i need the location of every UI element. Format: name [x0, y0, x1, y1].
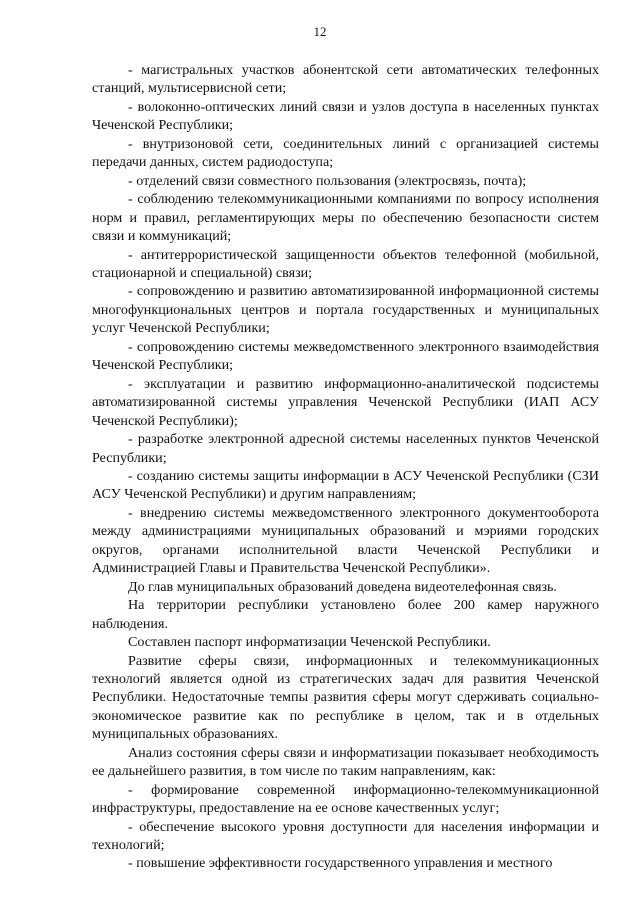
bullet-paragraph: - внедрению системы межведомственного электронного документооборота между администрациями муниципальных образований и мэриями городских округов, органами исполнительной власти Чеченской Республики и Администрацией Главы и Правительства Чеченской Республики».	[92, 504, 599, 577]
bullet-paragraph: - созданию системы защиты информации в АСУ Чеченской Республики (СЗИ АСУ Чеченской Республики) и другим направлениям;	[92, 467, 599, 503]
bullet-paragraph: - волоконно-оптических линий связи и узлов доступа в населенных пунктах Чеченской Республики;	[92, 98, 599, 134]
body-paragraph: До глав муниципальных образований доведена видеотелефонная связь.	[128, 578, 557, 595]
page-number: 12	[313, 24, 327, 39]
bullet-paragraph: - сопровождению системы межведомственного электронного взаимодействия Чеченской Республики;	[92, 338, 599, 374]
bullet-paragraph: - магистральных участков абонентской сети автоматических телефонных станций, мультисервисной сети;	[92, 62, 599, 97]
bullet-paragraph: - отделений связи совместного пользования (электросвязь, почта);	[128, 172, 527, 189]
body-paragraph: На территории республики установлено более 200 камер наружного наблюдения.	[92, 597, 599, 632]
bullet-paragraph: - соблюдению телекоммуникационными компаниями по вопросу исполнения норм и правил, регламентирующих меры по обеспечению безопасности систем связи и коммуникаций;	[92, 191, 599, 245]
bullet-paragraph: - формирование современной информационно-телекоммуникационной инфраструктуры, предоставление на ее основе качественных услуг;	[92, 781, 599, 817]
body-paragraph: Анализ состояния сферы связи и информатизации показывает необходимость ее дальнейшего развития, в том числе по таким направлениям, как:	[92, 744, 599, 780]
document-body	[92, 61, 599, 873]
bullet-paragraph: - разработке электронной адресной системы населенных пунктов Чеченской Республики;	[92, 431, 599, 466]
bullet-paragraph: - эксплуатации и развитию информационно-аналитической подсистемы автоматизированной системы управления Чеченской Республики (ИАП АСУ Чеченской Республики);	[92, 375, 599, 429]
bullet-paragraph: - обеспечение высокого уровня доступности для населения информации и технологий;	[92, 818, 599, 854]
bullet-paragraph: - повышение эффективности государственного управления и местного	[128, 855, 553, 872]
bullet-paragraph: - внутризоновой сети, соединительных линий с организацией системы передачи данных, систем радиодоступа;	[92, 135, 599, 171]
body-paragraph: Составлен паспорт информатизации Чеченской Республики.	[128, 634, 491, 651]
bullet-paragraph: - сопровождению и развитию автоматизированной информационной системы многофункциональных центров и портала государственных и муниципальных услуг Чеченской Республики;	[92, 283, 599, 337]
body-paragraph: Развитие сферы связи, информационных и телекоммуникационных технологий является одной из стратегических задач для развития Чеченской Республики. Недостаточные темпы развития сферы могут сдерживать социально-экономическое развитие как по республике в целом, так и в отдельных муниципальных образованиях.	[92, 652, 599, 743]
bullet-paragraph: - антитеррористической защищенности объектов телефонной (мобильной, стационарной и специальной) связи;	[92, 246, 599, 281]
